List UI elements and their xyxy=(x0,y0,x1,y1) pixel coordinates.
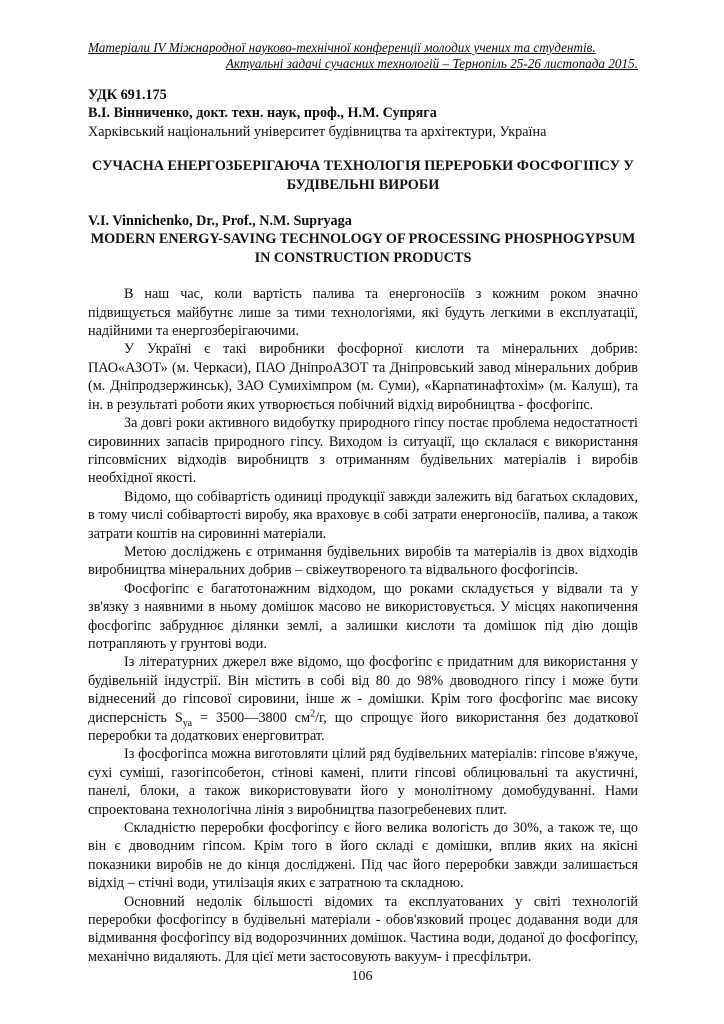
affiliation: Харківський національний університет будівництва та архітектури, Україна xyxy=(88,123,547,140)
conference-header xyxy=(88,40,638,72)
paragraph-6: Фосфогіпс є багатотонажним відходом, що роками складується у відвали та у зв'язку з наявними в ньому домішок масово не використовується. У місцях накопичення фосфогіпс забруднює ділянки землі, а залишки кислоти та домішок під дію дощів потрапляють у грунтові води. xyxy=(88,580,638,652)
authors-ua: В.І. Вінниченко, докт. техн. наук, проф., Н.М. Супряга xyxy=(88,105,437,122)
paragraph-8: Із фосфогіпса можна виготовляти цілий ряд будівельних матеріалів: гіпсове в'яжуче, сухі суміші, газогіпсобетон, стінові камені, плити гіпсові облицювальні та акустичні, панелі, блоки, а також використовувати його у монолітному домобудуванні. Нами спроектована технологічна лінія з виробництва пазогребеневих плит. xyxy=(88,746,638,818)
udk-code: УДК 691.175 xyxy=(88,87,167,103)
paragraph-1: В наш час, коли вартість палива та енергоносіїв з кожним роком значно підвищується майбутнє лише за тими технологіями, які будуть легкими в експлуатації, надійними та енергозберігаючими. xyxy=(88,286,638,340)
paragraph-7-part-c: /г, що спрощує його використання без додаткової переробки та додаткових енерговитрат. xyxy=(88,709,639,744)
paragraph-2: У Україні є такі виробники фосфорної кислоти та мінеральних добрив: ПАО«АЗОТ» (м. Черкаси), ПАО ДніпроАЗОТ та Дніпровський завод мінеральних добрив (м. Дніпродзержинськ), ЗАО Сумихімпром (м. Суми), «Карпатинафтохім» (м. Калуш), та ін. в результаті роботи яких утворюється побічний відхід виробництва - фосфогіпс. xyxy=(88,341,638,413)
header-line-1: Матеріали IV Міжнародної науково-технічної конференції молодих учених та студентів. xyxy=(88,40,596,55)
paragraph-10: Основний недолік більшості відомих та експлуатованих у світі технологій переробки фосфогіпсу в будівельні матеріали - обов'язковий процес додавання води для відмивання фосфогіпсу від водорозчинних домішок. Частина води, доданої до фосфогіпсу, механічно видаляють. Для цієї мети застосовують вакуум- і пресфільтри. xyxy=(88,893,638,965)
paragraph-4: Відомо, що собівартість одиниці продукції завжди залежить від багатьох складових, в тому числі собівартості виробу, яка враховує в собі затрати енергоносіїв, палива, а також затрати коштів на сировинні матеріали. xyxy=(88,488,638,542)
paragraph-7-part-a: Із літературних джерел вже відомо, що фосфогіпс є придатним для використання у будівельній індустрії. Він містить в собі від 80 до 98% двоводного гіпсу і може бути віднесений до гіпсової сировини, інше ж - домішки. Крім того фосфогіпс має високу дисперсність S xyxy=(88,654,638,726)
authors-en: V.I. Vinnichenko, Dr., Prof., N.M. Supryaga xyxy=(88,213,352,230)
article-body xyxy=(88,285,638,966)
unit-superscript: 2 xyxy=(310,707,316,719)
paragraph-7-part-b: = 3500—3800 см xyxy=(192,709,311,726)
title-ua: СУЧАСНА ЕНЕРГОЗБЕРІГАЮЧА ТЕХНОЛОГІЯ ПЕРЕРОБКИ ФОСФОГІПСУ У БУДІВЕЛЬНІ ВИРОБИ xyxy=(92,158,634,193)
paragraph-9: Складністю переробки фосфогіпсу є його велика вологість до 30%, а також те, що він є двоводним гіпсом. Крім того в його складі є домішки, вплив яких на якісні показники виробів не до кінця досліджені. Під час його переробки завжди залишається відхід – стічні води, утилізація яких є затратною та складною. xyxy=(88,820,638,892)
paragraph-3: За довгі роки активного видобутку природного гіпсу постає проблема недостатності сировинних запасів природного гіпсу. Виходом із ситуації, що склалася є використання гіпсовмісних відходів виробництв з отриманням будівельних матеріалів і виробів необхідної якості. xyxy=(88,415,638,487)
paragraph-7 xyxy=(88,653,638,745)
dispersity-subscript: уа xyxy=(182,717,193,729)
paragraph-5: Метою досліджень є отримання будівельних виробів та матеріалів із двох відходів виробництва мінеральних добрив – свіжеутвореного та відвального фосфогіпсів. xyxy=(88,543,638,579)
title-en: MODERN ENERGY-SAVING TECHNOLOGY OF PROCESSING PHOSPHOGYPSUM IN CONSTRUCTION PRODUCTS xyxy=(90,231,636,266)
header-line-2: Актуальні задачі сучасних технологій – Тернопіль 25-26 листопада 2015. xyxy=(225,56,638,71)
page-number: 106 xyxy=(351,969,373,984)
